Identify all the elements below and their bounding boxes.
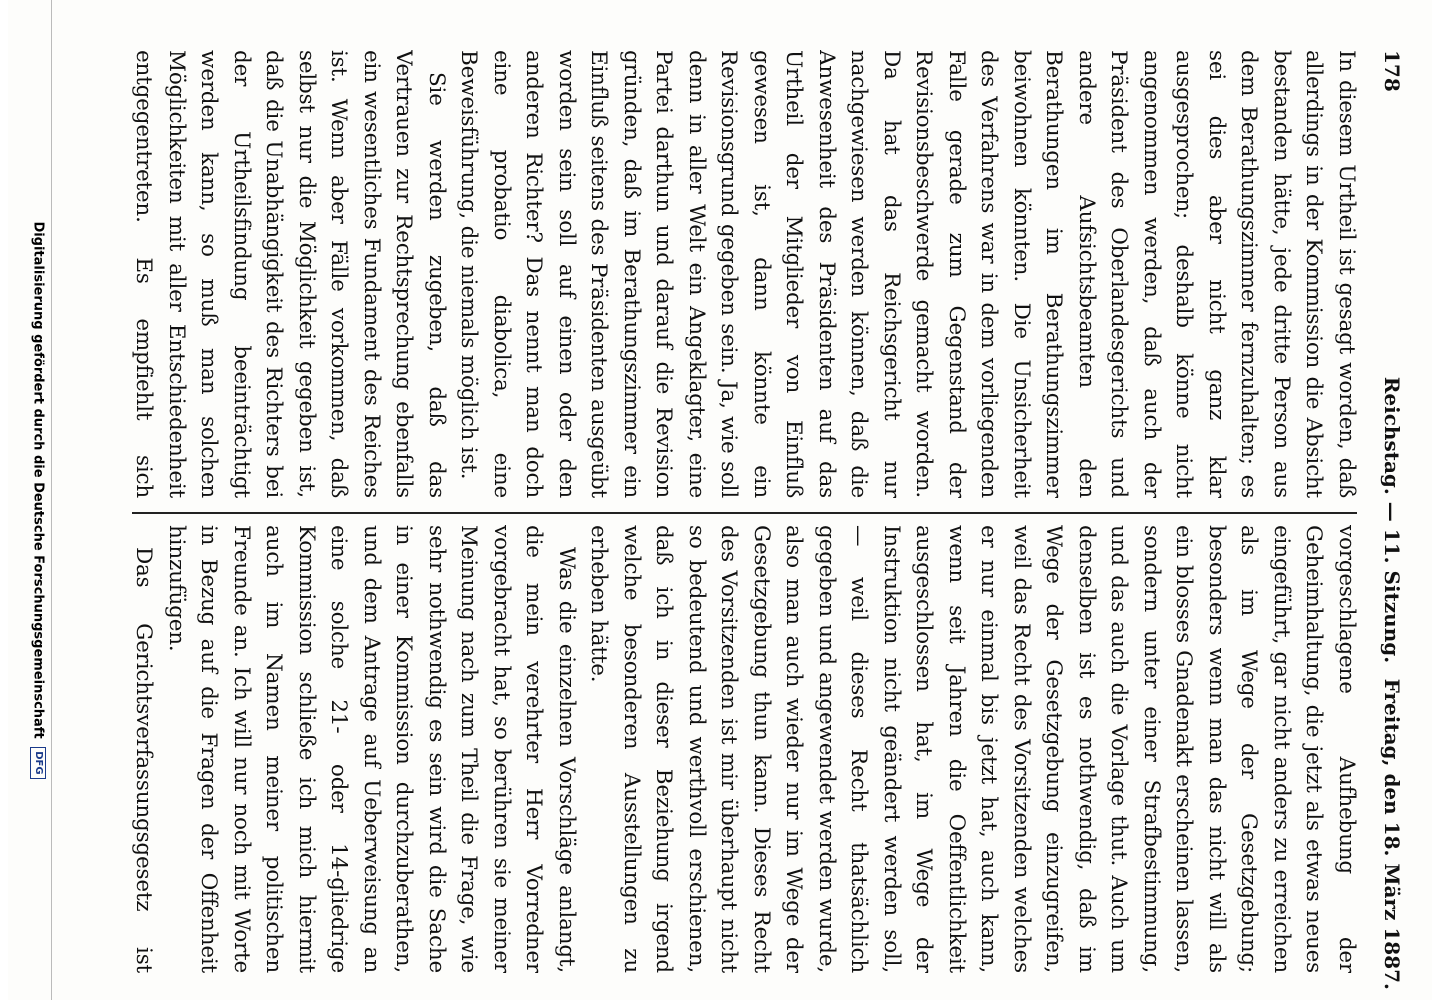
footer-text: Digitalisierung gefördert durch die Deutsche Forschungsgemeinschaft <box>30 221 46 739</box>
page-header <box>1374 50 1410 990</box>
column-divider <box>132 512 1357 514</box>
session-date: Freitag, den 18. März 1887. <box>1380 678 1404 990</box>
dfg-logo: DFG <box>30 747 46 778</box>
page-number: 178 <box>1380 50 1404 92</box>
digitization-footer <box>18 0 46 1000</box>
paragraph: vorgeschlagene Aufhebung der Geheimhaltung, die jetzt als etwas neues eingeführt, gar nicht anders zu erreichen als im Wege der Gesetzgebung; besonders wenn man das nicht will als ein blosses Gnadenakt erscheinen lassen, sondern unter einer Strafbestimmung, und das auch die Vorlage thut. Auch um denselben ist es nothwendig, daß im Wege der Gesetzgebung einzugreifen, weil das Recht des Vorsitzenden welches er nur einmal bis jetzt hat, auch kann, wenn seit Jahren die Oeffentlichkeit ausgeschlossen hat, im Wege der Instruktion nicht geändert werden soll, — weil dieses Recht thatsächlich gegeben und angewendet werden wurde, also man auch wieder nur im Wege der Gesetzgebung thun kann. Dieses Recht des Vorsitzenden ist mir überhaupt nicht so bedeutend und werthvoll erschienen, daß ich in dieser Beziehung irgend welche besonderen Ausstellungen zu erheben hätte. <box>586 525 1359 973</box>
footer-divider <box>51 0 52 1000</box>
right-column <box>132 525 1362 973</box>
paragraph: Das Gerichtsverfassungsgesetz ist <box>132 547 157 973</box>
page-title: Reichstag. — 11. Sitzung. <box>1380 376 1404 664</box>
paragraph: In diesem Urtheil ist gesagt worden, daß allerdings in der Kommission die Absicht bestanden hätte, jede dritte Person aus dem Berathungszimmer fernzuhalten; es sei dies aber nicht ganz klar ausgesprochen; deshalb könne nicht angenommen werden, daß auch der Präsident des Oberlandesgerichts und andere Aufsichtsbeamten den Berathungen im Berathungszimmer beiwohnen könnten. Die Unsicherheit des Verfahrens war in dem vorliegenden Falle gerade zum Gegenstand der Revisionsbeschwerde gemacht worden. Da hat das Reichsgericht nur nachgewiesen werden können, daß die Anwesenheit des Präsidenten auf das Urtheil der Mitglieder von Einfluß gewesen ist, dann könnte ein Revisionsgrund gegeben sein. Ja, wie soll denn in aller Welt ein Angeklagter, eine Partei darthun und darauf die Revision gründen, daß im Berathungszimmer ein Einfluß seitens des Präsidenten ausgeübt worden sein soll auf einen oder den anderen Richter? Das nennt man doch eine probatio diabolica, eine Beweisführung, die niemals möglich ist. <box>456 50 1359 498</box>
left-column <box>132 50 1362 498</box>
paragraph: Sie werden zugeben, daß das Vertrauen zur Rechtsprechung ebenfalls ein wesentliches Fundament des Reiches ist. Wenn aber Fälle vorkommen, daß selbst nur die Möglichkeit gegeben ist, daß die Unabhängigkeit des Richters bei der Urtheilsfindung beeinträchtigt werden kann, so muß man solchen Möglichkeiten mit aller Entschiedenheit entgegentreten. Es empfiehlt sich <box>132 50 449 498</box>
scanned-page <box>8 0 1432 1000</box>
paragraph: Was die einzelnen Vorschläge anlangt, die mein verehrter Herr Vorredner vorgebracht hat, so berühren sie meiner Meinung nach zum Theil die Frage, wie sehr nothwendig es sein wird die Sache in einer Kommission durchzuberathen, und dem Antrage auf Ueberweisung an eine solche 21- oder 14-gliedrige Kommission schließe ich mich hiermit auch im Namen meiner politischen Freunde an. Ich will nur noch mit Worte in Bezug auf die Fragen der Offenheit hinzufügen. <box>164 525 579 973</box>
